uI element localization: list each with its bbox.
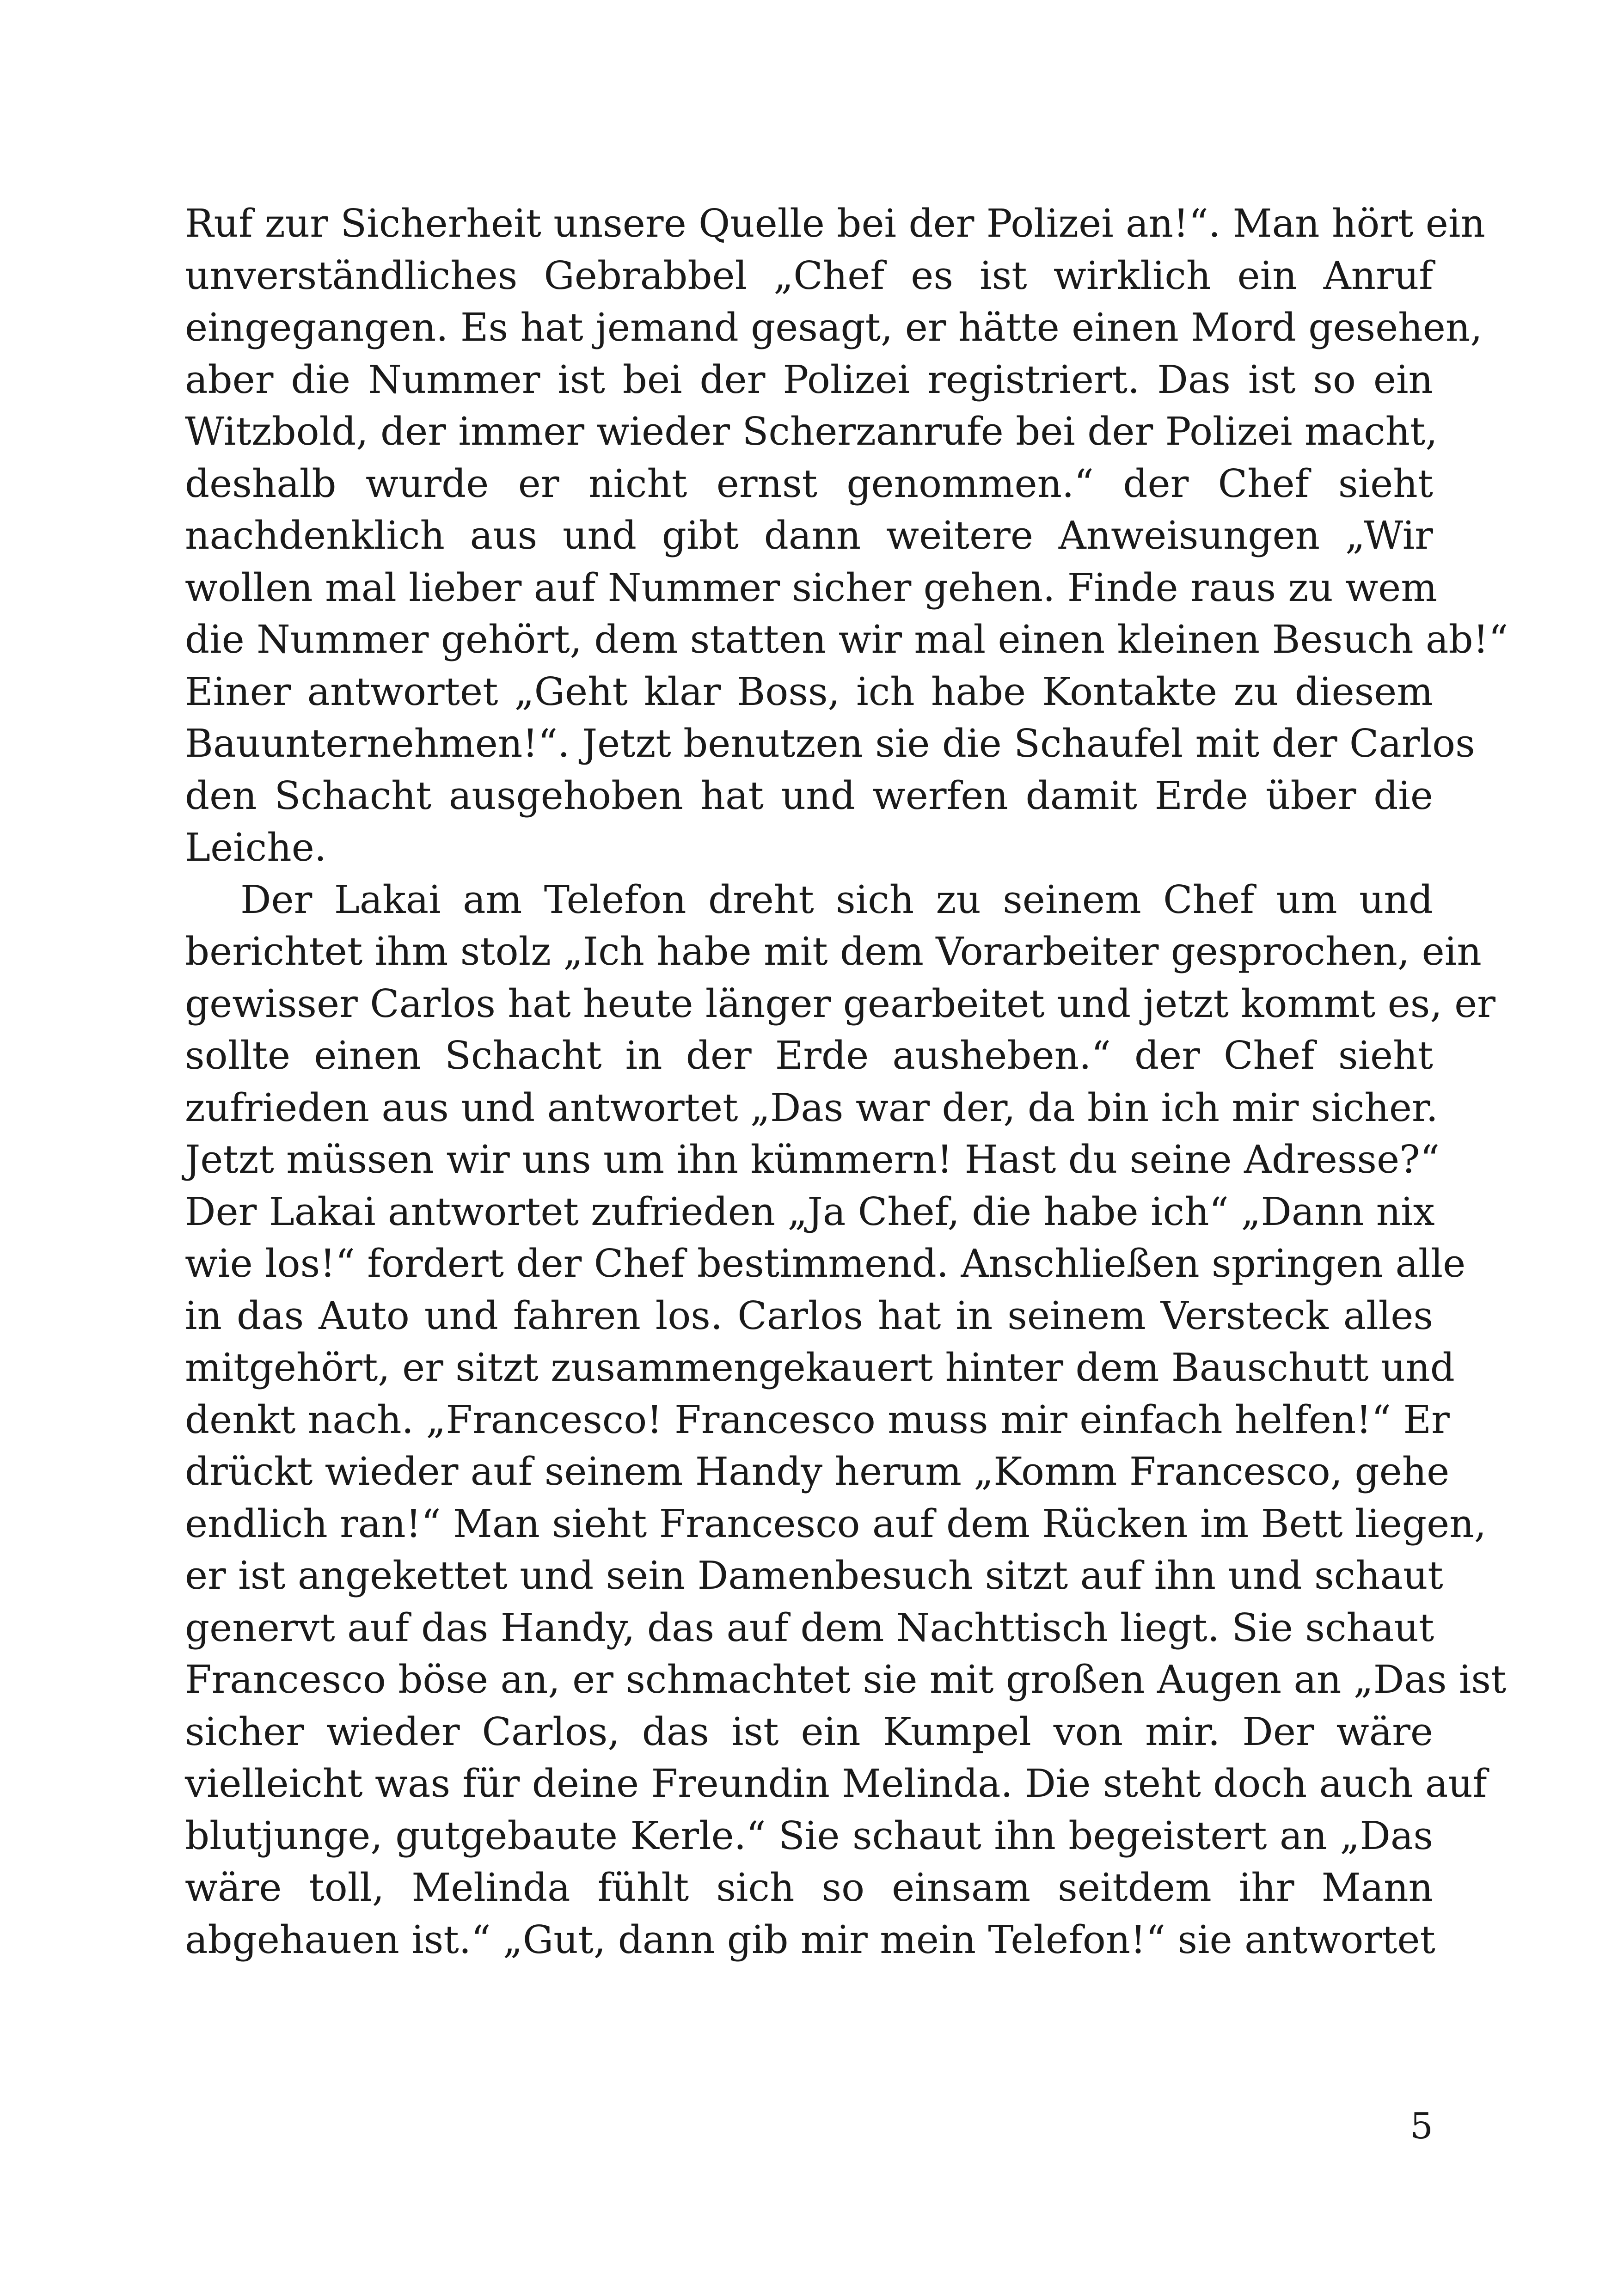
text-line: aber die Nummer ist bei der Polizei registriert. Das ist so ein xyxy=(185,357,1433,402)
text-line: Ruf zur Sicherheit unsere Quelle bei der Polizei an!“. Man hört ein xyxy=(185,201,1485,246)
text-line: Einer antwortet „Geht klar Boss, ich habe Kontakte zu diesem xyxy=(185,669,1433,714)
text-line: Der Lakai am Telefon dreht sich zu seinem Chef um und xyxy=(240,877,1433,922)
paragraph-1 xyxy=(185,198,1508,874)
text-line: zufrieden aus und antwortet „Das war der, da bin ich mir sicher. xyxy=(185,1085,1438,1130)
text-line: Bauunternehmen!“. Jetzt benutzen sie die Schaufel mit der Carlos xyxy=(185,721,1475,766)
text-line: gewisser Carlos hat heute länger gearbeitet und jetzt kommt es, er xyxy=(185,981,1495,1026)
text-line: denkt nach. „Francesco! Francesco muss mir einfach helfen!“ Er xyxy=(185,1397,1450,1442)
text-line: er ist angekettet und sein Damenbesuch sitzt auf ihn und schaut xyxy=(185,1553,1443,1598)
text-line: Leiche. xyxy=(185,825,327,870)
text-line: wollen mal lieber auf Nummer sicher gehen. Finde raus zu wem xyxy=(185,565,1437,610)
text-line: abgehauen ist.“ „Gut, dann gib mir mein Telefon!“ sie antwortet xyxy=(185,1917,1435,1962)
page-number: 5 xyxy=(1410,2106,1433,2147)
text-line: Jetzt müssen wir uns um ihn kümmern! Hast du seine Adresse?“ xyxy=(185,1137,1440,1182)
text-line: eingegangen. Es hat jemand gesagt, er hätte einen Mord gesehen, xyxy=(185,305,1483,350)
text-line: die Nummer gehört, dem statten wir mal einen kleinen Besuch ab!“ xyxy=(185,617,1508,662)
text-line: drückt wieder auf seinem Handy herum „Komm Francesco, gehe xyxy=(185,1449,1450,1494)
text-line: in das Auto und fahren los. Carlos hat in seinem Versteck alles xyxy=(185,1293,1433,1338)
text-line: blutjunge, gutgebaute Kerle.“ Sie schaut ihn begeistert an „Das xyxy=(185,1813,1433,1858)
text-line: nachdenklich aus und gibt dann weitere Anweisungen „Wir xyxy=(185,513,1433,558)
text-line: genervt auf das Handy, das auf dem Nachttisch liegt. Sie schaut xyxy=(185,1605,1434,1650)
text-line: berichtet ihm stolz „Ich habe mit dem Vorarbeiter gesprochen, ein xyxy=(185,929,1482,974)
paragraph-2 xyxy=(185,874,1507,1966)
text-line: unverständliches Gebrabbel „Chef es ist wirklich ein Anruf xyxy=(185,253,1433,298)
text-line: sollte einen Schacht in der Erde ausheben.“ der Chef sieht xyxy=(185,1033,1433,1078)
text-line: Francesco böse an, er schmachtet sie mit großen Augen an „Das ist xyxy=(185,1657,1507,1702)
body-text xyxy=(185,198,1508,1966)
text-line: wäre toll, Melinda fühlt sich so einsam seitdem ihr Mann xyxy=(185,1865,1433,1910)
text-line: Witzbold, der immer wieder Scherzanrufe bei der Polizei macht, xyxy=(185,409,1438,454)
text-line: mitgehört, er sitzt zusammengekauert hinter dem Bauschutt und xyxy=(185,1345,1455,1390)
text-line: deshalb wurde er nicht ernst genommen.“ der Chef sieht xyxy=(185,461,1433,506)
text-line: den Schacht ausgehoben hat und werfen damit Erde über die xyxy=(185,773,1433,818)
text-line: Der Lakai antwortet zufrieden „Ja Chef, die habe ich“ „Dann nix xyxy=(185,1189,1435,1234)
text-line: endlich ran!“ Man sieht Francesco auf dem Rücken im Bett liegen, xyxy=(185,1501,1487,1546)
text-line: vielleicht was für deine Freundin Melinda. Die steht doch auch auf xyxy=(185,1761,1487,1806)
text-line: wie los!“ fordert der Chef bestimmend. Anschließen springen alle xyxy=(185,1241,1466,1286)
text-line: sicher wieder Carlos, das ist ein Kumpel von mir. Der wäre xyxy=(185,1709,1433,1754)
